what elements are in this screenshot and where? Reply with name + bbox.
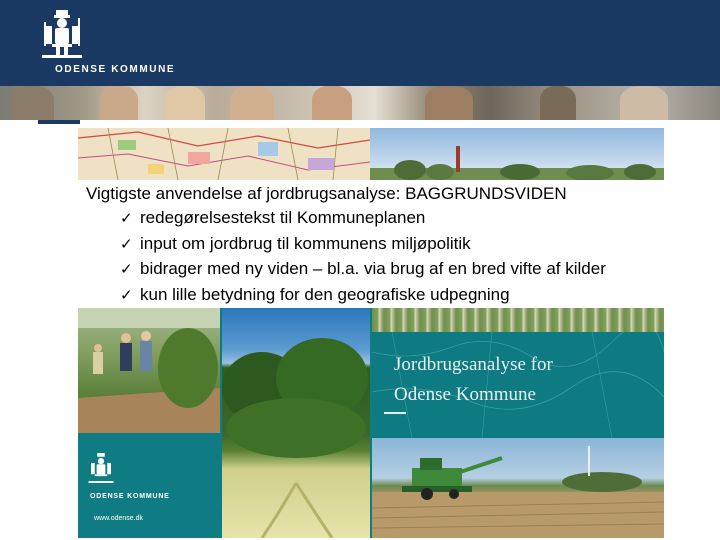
people-photo-strip	[0, 86, 720, 120]
checkmark-icon: ✓	[120, 210, 133, 228]
list-item-text: bidrager med ny viden – bl.a. via brug af en bred vifte af kilder	[140, 259, 606, 279]
list-item-text: input om jordbrug til kommunens miljøpolitik	[140, 233, 471, 253]
checkmark-icon: ✓	[120, 286, 133, 304]
title-dash	[384, 412, 406, 414]
list-item-text: kun lille betydning for den geografiske udpegning	[140, 284, 510, 304]
list-item	[120, 283, 706, 308]
report-cover-image	[78, 308, 664, 538]
trees-and-field-photo	[222, 308, 370, 538]
cover-title-panel	[372, 332, 664, 438]
list-item	[120, 257, 706, 282]
bullet-list	[86, 206, 706, 308]
checkmark-icon: ✓	[120, 261, 133, 279]
list-item	[120, 206, 706, 231]
cover-title	[394, 350, 553, 410]
slide-body	[86, 182, 706, 308]
header-tab-marker	[38, 120, 80, 124]
land-use-map-image	[78, 128, 370, 180]
cover-brand-name: ODENSE KOMMUNE	[90, 493, 170, 500]
crop-rows-photo	[372, 308, 664, 332]
odense-coat-of-arms-icon	[86, 451, 116, 485]
odense-coat-of-arms-icon	[38, 8, 86, 60]
people-walking-photo	[78, 308, 220, 433]
brand-name: ODENSE KOMMUNE	[55, 64, 176, 75]
cover-logo-panel	[78, 433, 220, 538]
list-item	[120, 232, 706, 257]
cover-title-line: Odense Kommune	[394, 384, 536, 405]
combine-harvester-photo	[372, 438, 664, 538]
cover-url: www.odense.dk	[94, 515, 144, 522]
header-bar	[0, 0, 720, 86]
cover-title-line: Jordbrugsanalyse for	[394, 354, 553, 375]
lead-sentence: Vigtigste anvendelse af jordbrugsanalyse: BAGGRUNDSVIDEN	[86, 184, 567, 203]
landscape-photo-image	[370, 128, 664, 180]
checkmark-icon: ✓	[120, 235, 133, 253]
list-item-text: redegørelsestekst til Kommuneplanen	[140, 208, 426, 228]
